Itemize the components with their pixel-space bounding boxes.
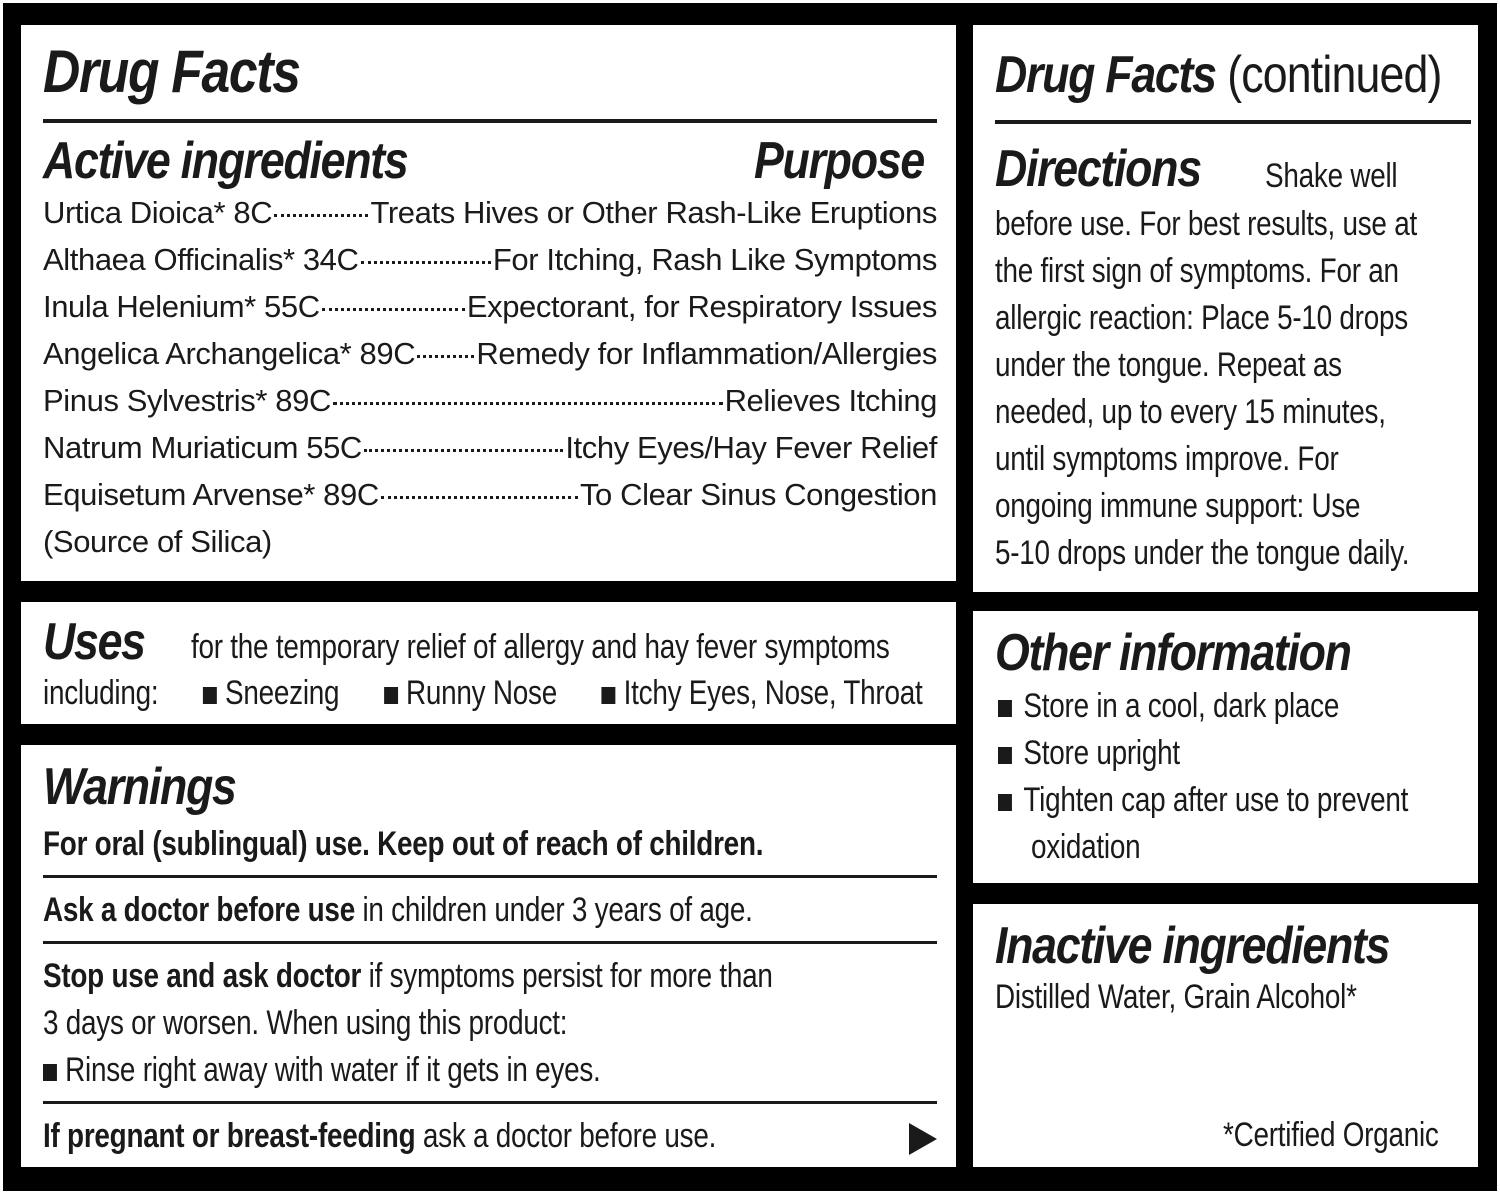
inactive-ingredients-text: Distilled Water, Grain Alcohol* (995, 978, 1357, 1016)
bullet-square-icon (384, 687, 398, 704)
uses-heading: Uses (43, 613, 145, 671)
directions-panel (973, 25, 1478, 592)
purpose-heading: Purpose (754, 132, 924, 190)
bullet-square-icon (998, 747, 1012, 764)
other-info-text: Store in a cool, dark place (1023, 687, 1340, 725)
ingredient-purpose: Remedy for Inflammation/Allergies (476, 336, 937, 371)
warning-oral-use: For oral (sublingual) use. Keep out of reach of children. (43, 825, 764, 863)
leader-dots (322, 308, 465, 311)
ingredient-purpose: Itchy Eyes/Hay Fever Relief (565, 430, 937, 465)
title-rule (995, 120, 1471, 124)
ingredient-name: Inula Helenium* 55C (43, 289, 320, 324)
leader-dots (417, 355, 474, 358)
stop-use-rest: if symptoms persist for more than (361, 957, 773, 995)
pregnant-rest: ask a doctor before use. (415, 1117, 717, 1155)
ingredient-note: (Source of Silica) (43, 524, 272, 559)
stop-use-bold: Stop use and ask doctor (43, 957, 362, 995)
ingredient-note-row (43, 524, 937, 570)
uses-text: for the temporary relief of allergy and hay fever symptoms (191, 628, 890, 666)
other-info-item (998, 781, 1408, 820)
uses-panel (21, 602, 956, 724)
uses-item: Itchy Eyes, Nose, Throat (623, 674, 923, 712)
ingredient-purpose: For Itching, Rash Like Symptoms (492, 242, 937, 277)
directions-line: the first sign of symptoms. For an (995, 252, 1399, 290)
other-info-text: Store upright (1023, 734, 1180, 772)
ingredient-row (43, 242, 937, 288)
continued-title-bold: Drug Facts (995, 46, 1216, 104)
ingredient-purpose: To Clear Sinus Congestion (579, 477, 937, 512)
other-information-heading: Other information (995, 624, 1351, 682)
warning-stop-use (43, 957, 773, 996)
leader-dots (381, 496, 578, 499)
ingredient-purpose: Expectorant, for Respiratory Issues (466, 289, 937, 324)
leader-dots (274, 214, 368, 217)
certified-organic-footnote: *Certified Organic (1223, 1116, 1439, 1154)
directions-line: 5-10 drops under the tongue daily. (995, 534, 1410, 572)
rinse-text: Rinse right away with water if it gets in eyes. (65, 1051, 601, 1089)
bullet-square-icon (203, 687, 217, 704)
leader-dots (333, 402, 723, 405)
warning-rule (43, 941, 937, 944)
active-ingredients-panel (21, 25, 956, 581)
directions-line: needed, up to every 15 minutes, (995, 393, 1386, 431)
ingredient-name: Pinus Sylvestris* 89C (43, 383, 331, 418)
leader-dots (361, 261, 491, 264)
ingredient-name: Natrum Muriaticum 55C (43, 430, 362, 465)
active-ingredients-heading: Active ingredients (43, 132, 408, 190)
drug-facts-continued-title (995, 45, 1442, 105)
uses-item: Sneezing (225, 674, 340, 712)
other-info-item-continued: oxidation (1031, 828, 1141, 866)
ingredient-row (43, 336, 937, 382)
directions-line: under the tongue. Repeat as (995, 346, 1342, 384)
continue-arrow-icon (909, 1123, 937, 1155)
title-rule (43, 119, 937, 123)
inactive-ingredients-panel (973, 904, 1478, 1167)
other-information-panel (973, 611, 1478, 883)
other-info-item (998, 687, 1339, 726)
ingredient-name: Equisetum Arvense* 89C (43, 477, 379, 512)
continued-title-rest: (continued) (1215, 46, 1442, 104)
bullet-square-icon (43, 1064, 57, 1081)
ingredient-purpose: Treats Hives or Other Rash-Like Eruptions (370, 195, 937, 230)
inactive-ingredients-heading: Inactive ingredients (995, 917, 1390, 975)
ingredient-name: Althaea Officinalis* 34C (43, 242, 359, 277)
bullet-square-icon (601, 687, 615, 704)
directions-line: ongoing immune support: Use (995, 487, 1361, 525)
directions-line: before use. For best results, use at (995, 205, 1417, 243)
bullet-square-icon (998, 794, 1012, 811)
warnings-heading: Warnings (43, 758, 236, 816)
warning-pregnant (43, 1117, 716, 1156)
drug-facts-title: Drug Facts (43, 38, 300, 105)
warning-ask-doctor (43, 891, 753, 930)
directions-line: allergic reaction: Place 5-10 drops (995, 299, 1408, 337)
ingredient-row (43, 289, 937, 335)
ingredient-name: Angelica Archangelica* 89C (43, 336, 416, 371)
ingredient-row (43, 430, 937, 476)
warning-rinse (43, 1051, 601, 1090)
other-info-item (998, 734, 1180, 773)
warnings-panel (21, 745, 956, 1167)
directions-heading: Directions (995, 140, 1201, 198)
directions-lead: Shake well (1265, 157, 1398, 195)
warning-rule (43, 1101, 937, 1104)
ingredient-purpose: Relieves Itching (724, 383, 937, 418)
uses-item: Runny Nose (405, 674, 557, 712)
warning-rule (43, 875, 937, 878)
ask-doctor-rest: in children under 3 years of age. (354, 891, 753, 929)
leader-dots (364, 449, 563, 452)
pregnant-bold: If pregnant or breast-feeding (43, 1117, 416, 1155)
ingredient-row (43, 195, 937, 241)
ingredient-name: Urtica Dioica* 8C (43, 195, 273, 230)
other-info-text: Tighten cap after use to prevent (1023, 781, 1409, 819)
ingredient-row (43, 383, 937, 429)
uses-list (43, 674, 922, 713)
bullet-square-icon (998, 700, 1012, 717)
ask-doctor-bold: Ask a doctor before use (43, 891, 355, 929)
uses-including: including: (43, 674, 159, 712)
warning-stop-use-line2: 3 days or worsen. When using this product: (43, 1004, 568, 1042)
ingredient-row (43, 477, 937, 523)
directions-line: until symptoms improve. For (995, 440, 1339, 478)
